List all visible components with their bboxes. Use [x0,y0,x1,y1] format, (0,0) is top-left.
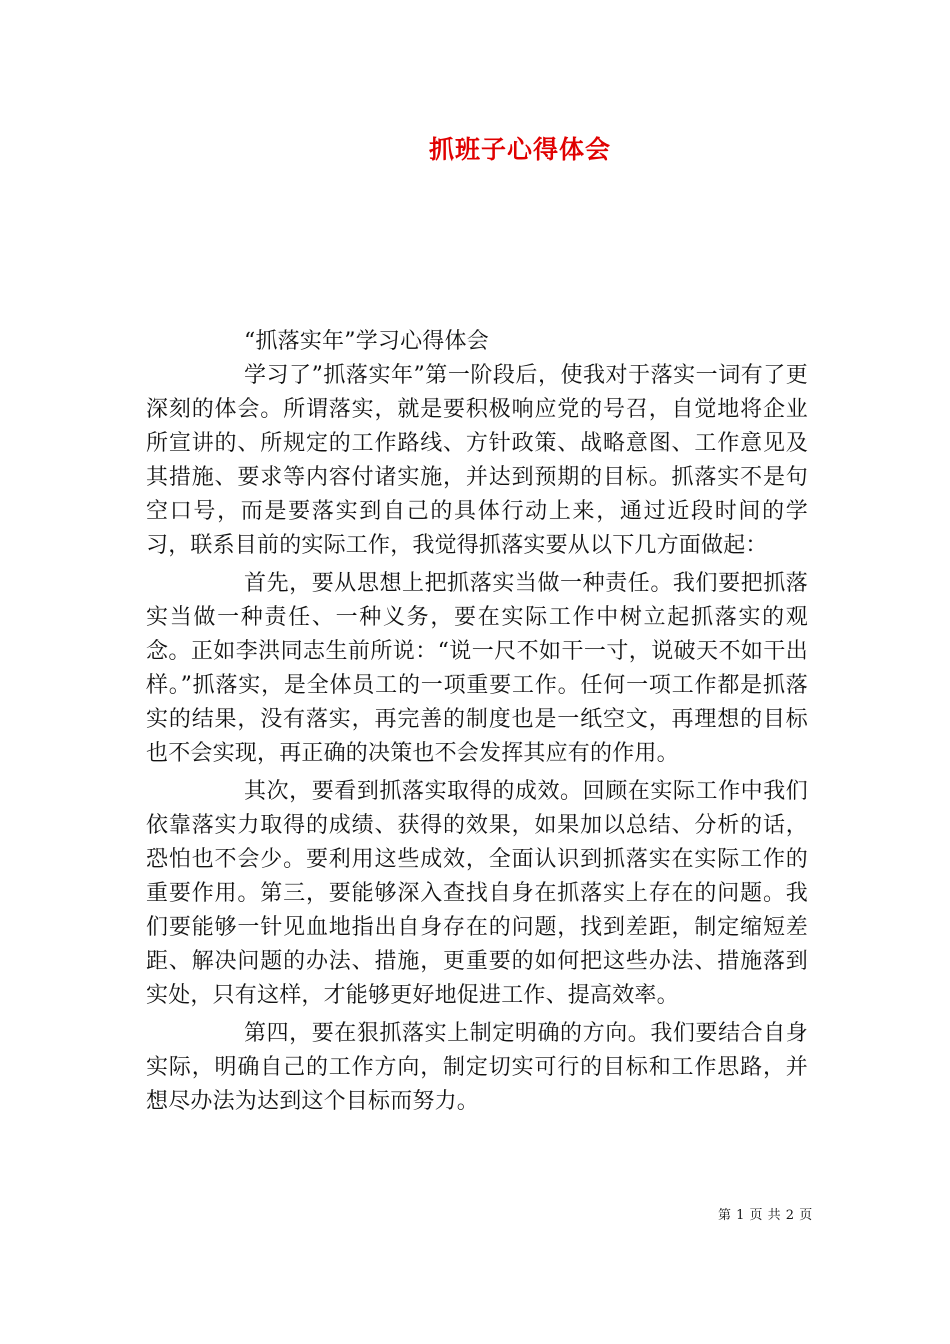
paragraph-3: 其次，要看到抓落实取得的成效。回顾在实际工作中我们依靠落实力取得的成绩、获得的效果，如果加以总结、分析的话，恐怕也不会少。要利用这些成效，全面认识到抓落实在实际工作的重要作用。第三，要能够深入查找自身在抓落实上存在的问题。我们要能够一针见血地指出自身存在的问题，找到差距，制定缩短差距、解决问题的办法、措施，更重要的如何把这些办法、措施落到实处，只有这样，才能够更好地促进工作、提高效率。 [146,779,808,1008]
document-title: 抓班子心得体会 [428,135,611,164]
page-number-footer: 第 1 页 共 2 页 [718,1208,813,1223]
paragraph-2: 首先，要从思想上把抓落实当做一种责任。我们要把抓落实当做一种责任、一种义务，要在实际工作中树立起抓落实的观念。正如李洪同志生前所说：“说一尺不如干一寸，说破天不如干出样。”抓落实，是全体员工的一项重要工作。任何一项工作都是抓落实的结果，没有落实，再完善的制度也是一纸空文，再理想的目标也不会实现，再正确的决策也不会发挥其应有的作用。 [146,571,808,766]
document-subtitle: “抓落实年”学习心得体会 [244,329,489,354]
paragraph-1: 学习了”抓落实年”第一阶段后，使我对于落实一词有了更深刻的体会。所谓落实，就是要积极响应党的号召，自觉地将企业所宣讲的、所规定的工作路线、方针政策、战略意图、工作意见及其措施、要求等内容付诸实施，并达到预期的目标。抓落实不是句空口号，而是要落实到自己的具体行动上来，通过近段时间的学习，联系目前的实际工作，我觉得抓落实要从以下几方面做起： [146,363,808,558]
paragraph-4: 第四，要在狠抓落实上制定明确的方向。我们要结合自身实际，明确自己的工作方向，制定切实可行的目标和工作思路，并想尽办法为达到这个目标而努力。 [146,1021,808,1114]
document-body [146,325,808,1123]
